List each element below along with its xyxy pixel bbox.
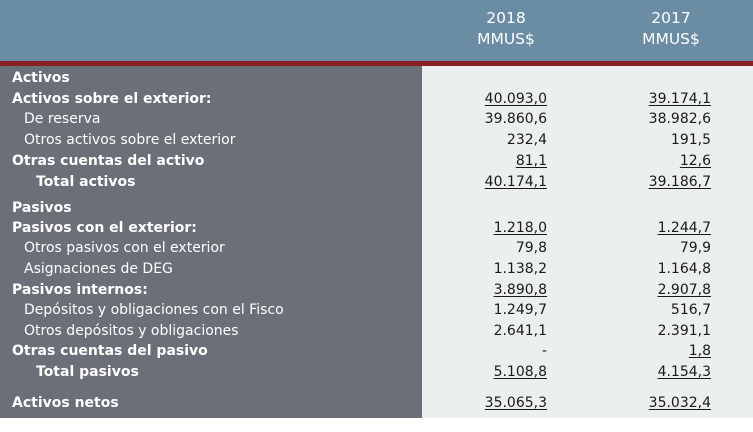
- row-label: Activos sobre el exterior:: [12, 91, 212, 107]
- table-row: [0, 300, 753, 320]
- row-label: Otros activos sobre el exterior: [24, 132, 236, 148]
- row-label: Otros depósitos y obligaciones: [24, 323, 239, 339]
- value-2018: 35.065,3: [484, 395, 547, 411]
- value-2017: 1.244,7: [657, 220, 711, 236]
- value-2018: 232,4: [506, 132, 547, 148]
- column-unit: MMUS$: [477, 30, 535, 48]
- table-row: [0, 89, 753, 109]
- column-header-2018: [451, 8, 561, 50]
- value-2017: 191,5: [670, 132, 711, 148]
- column-year: 2018: [486, 9, 526, 27]
- value-2017: 12,6: [679, 153, 711, 169]
- column-unit: MMUS$: [642, 30, 700, 48]
- value-2018: 79,8: [515, 240, 547, 256]
- column-year: 2017: [651, 9, 691, 27]
- table-row: [0, 280, 753, 300]
- value-2017: 1,8: [688, 343, 711, 359]
- value-2018: 81,1: [515, 153, 547, 169]
- column-header-2017: [616, 8, 726, 50]
- row-label: Depósitos y obligaciones con el Fisco: [24, 302, 284, 318]
- activos-netos-label: Activos netos: [12, 395, 119, 411]
- value-2017: 4.154,3: [657, 364, 711, 380]
- table-row: [0, 321, 753, 341]
- row-label: De reserva: [24, 111, 101, 127]
- table-row: [0, 151, 753, 171]
- table-row: [0, 393, 753, 413]
- table-row: [0, 109, 753, 129]
- value-2017: 2.907,8: [657, 282, 711, 298]
- row-label: Otras cuentas del pasivo: [12, 343, 208, 359]
- value-2017: 79,9: [679, 240, 711, 256]
- table-row: [0, 198, 753, 218]
- value-2018: 1.138,2: [493, 261, 547, 277]
- row-label: Otros pasivos con el exterior: [24, 240, 225, 256]
- table-row: [0, 238, 753, 258]
- table-row: [0, 172, 753, 192]
- table-row: [0, 362, 753, 382]
- value-2018: -: [541, 343, 547, 359]
- value-2018: 39.860,6: [484, 111, 547, 127]
- table-row: [0, 218, 753, 238]
- table-row: [0, 259, 753, 279]
- value-2017: 38.982,6: [648, 111, 711, 127]
- value-2017: 516,7: [670, 302, 711, 318]
- value-2018: 1.249,7: [493, 302, 547, 318]
- value-2018: 40.093,0: [484, 91, 547, 107]
- value-2017: 39.174,1: [648, 91, 711, 107]
- value-2017: 39.186,7: [648, 174, 711, 190]
- value-2018: 5.108,8: [493, 364, 547, 380]
- row-label: Asignaciones de DEG: [24, 261, 173, 277]
- value-2017: 1.164,8: [657, 261, 711, 277]
- value-2018: 3.890,8: [493, 282, 547, 298]
- table-row: [0, 68, 753, 88]
- value-2018: 2.641,1: [493, 323, 547, 339]
- value-2017: 35.032,4: [648, 395, 711, 411]
- value-2018: 1.218,0: [493, 220, 547, 236]
- value-2017: 2.391,1: [657, 323, 711, 339]
- row-label: Otras cuentas del activo: [12, 153, 205, 169]
- table-row: [0, 341, 753, 361]
- total-pasivos-label: Total pasivos: [36, 364, 139, 380]
- section-heading-pasivos: Pasivos: [12, 200, 72, 216]
- value-2018: 40.174,1: [484, 174, 547, 190]
- total-activos-label: Total activos: [36, 174, 136, 190]
- table-row: [0, 130, 753, 150]
- row-label: Pasivos con el exterior:: [12, 220, 197, 236]
- row-label: Pasivos internos:: [12, 282, 148, 298]
- section-heading-activos: Activos: [12, 70, 70, 86]
